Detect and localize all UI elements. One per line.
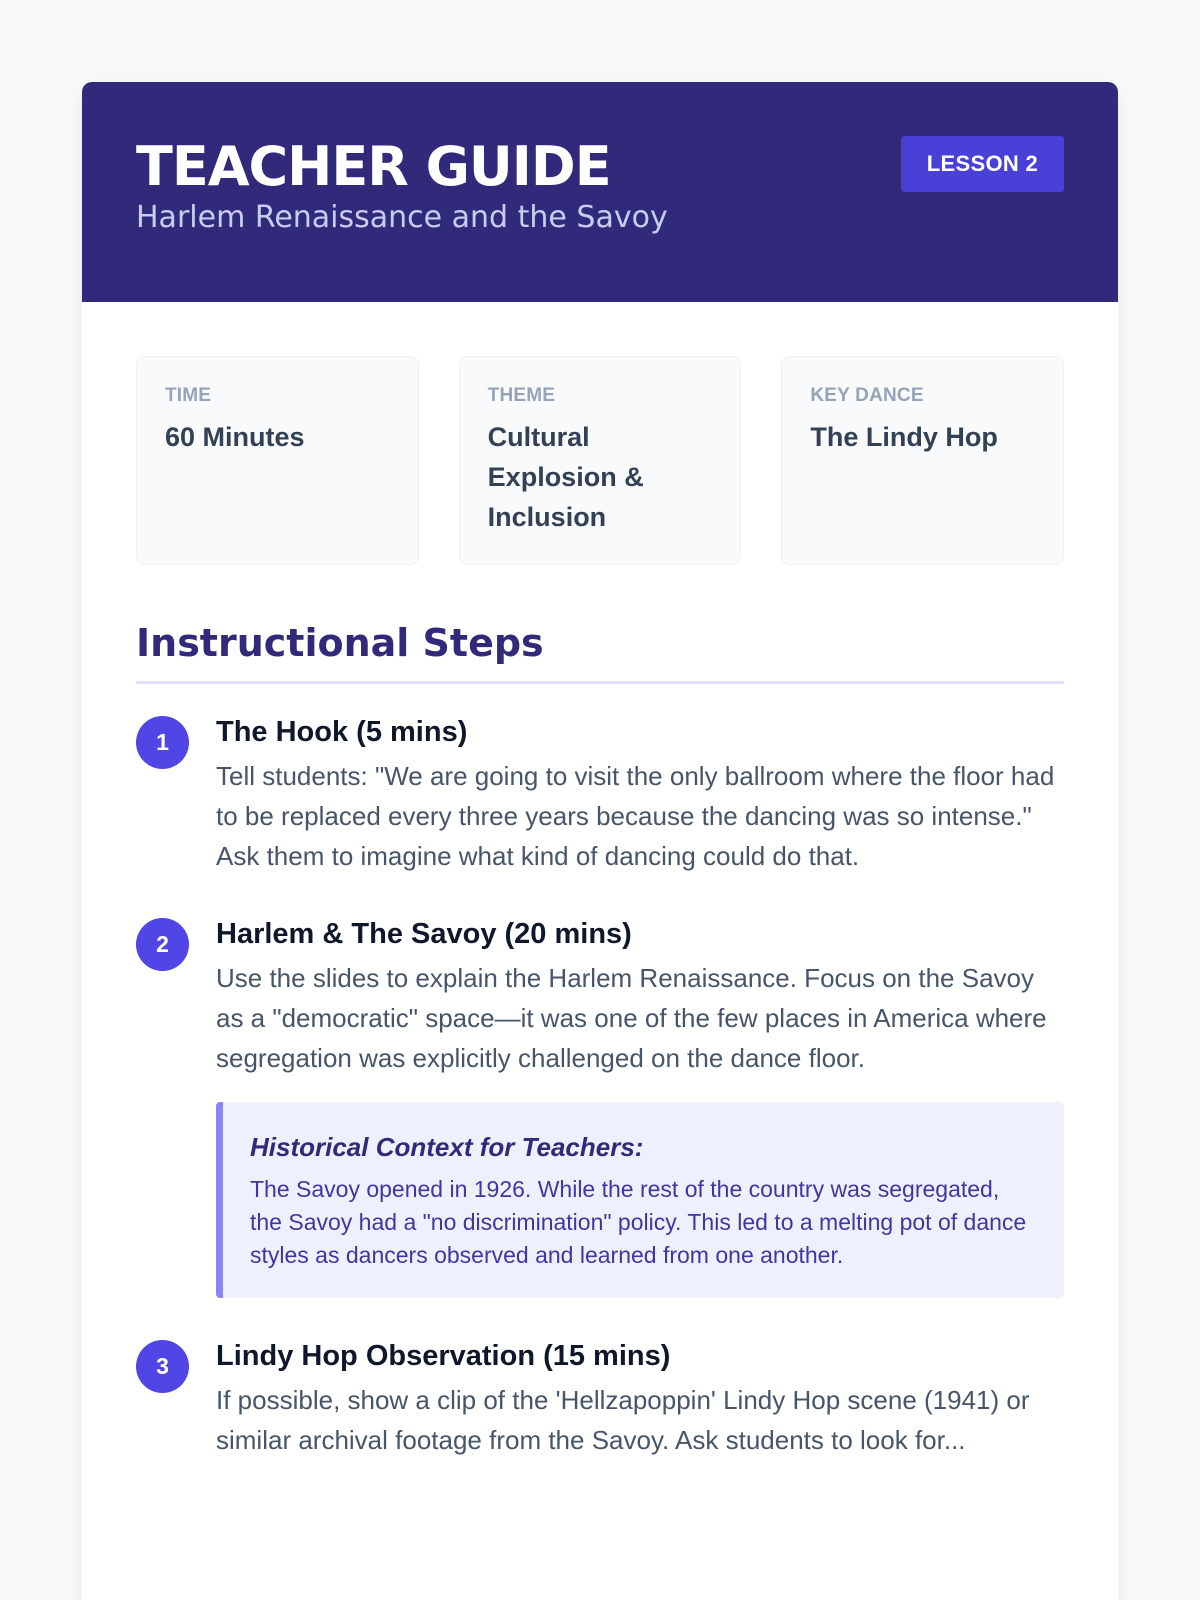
info-value: Cultural Explosion & Inclusion bbox=[487, 422, 644, 532]
step-item bbox=[136, 916, 1064, 1298]
context-title: Historical Context for Teachers: bbox=[250, 1132, 644, 1162]
info-label: TIME bbox=[165, 385, 212, 406]
step-title: Lindy Hop Observation (15 mins) bbox=[216, 1340, 671, 1372]
lesson-badge: LESSON 2 bbox=[901, 136, 1064, 192]
step-body bbox=[216, 714, 1064, 876]
page-title: TEACHER GUIDE bbox=[136, 135, 611, 198]
info-label: KEY DANCE bbox=[810, 385, 924, 406]
step-body bbox=[216, 1338, 1064, 1460]
section-title: Instructional Steps bbox=[136, 621, 1064, 684]
steps-list bbox=[82, 684, 1118, 1460]
step-title: The Hook (5 mins) bbox=[216, 716, 468, 748]
guide-header bbox=[82, 82, 1118, 302]
info-value: The Lindy Hop bbox=[810, 422, 998, 452]
teacher-guide-card bbox=[82, 82, 1118, 1600]
info-value: 60 Minutes bbox=[165, 422, 305, 452]
step-number-badge: 1 bbox=[136, 716, 189, 769]
step-text: If possible, show a clip of the 'Hellzapoppin' Lindy Hop scene (1941) or similar archival footage from the Savoy. Ask students to look for... bbox=[216, 1385, 1030, 1455]
step-text: Use the slides to explain the Harlem Renaissance. Focus on the Savoy as a "democratic" space—it was one of the few places in America where segregation was explicitly challenged on the dance floor. bbox=[216, 963, 1047, 1073]
step-body bbox=[216, 916, 1064, 1298]
page-subtitle: Harlem Renaissance and the Savoy bbox=[136, 200, 668, 235]
step-item bbox=[136, 1338, 1064, 1460]
historical-context-callout bbox=[216, 1102, 1064, 1298]
info-label: THEME bbox=[487, 385, 556, 406]
info-box-theme bbox=[459, 356, 742, 565]
context-text: The Savoy opened in 1926. While the rest of the country was segregated, the Savoy had a "no discrimination" policy. This led to a melting pot of dance styles as dancers observed and learned from one another. bbox=[250, 1176, 1027, 1268]
lesson-info-row bbox=[82, 302, 1118, 565]
step-item bbox=[136, 714, 1064, 876]
step-title: Harlem & The Savoy (20 mins) bbox=[216, 918, 632, 950]
step-number-badge: 2 bbox=[136, 918, 189, 971]
step-number-badge: 3 bbox=[136, 1340, 189, 1393]
info-box-time bbox=[136, 356, 419, 565]
step-text: Tell students: "We are going to visit the only ballroom where the floor had to be replaced every three years because the dancing was so intense." Ask them to imagine what kind of dancing could do that. bbox=[216, 761, 1055, 871]
info-box-key-dance bbox=[781, 356, 1064, 565]
